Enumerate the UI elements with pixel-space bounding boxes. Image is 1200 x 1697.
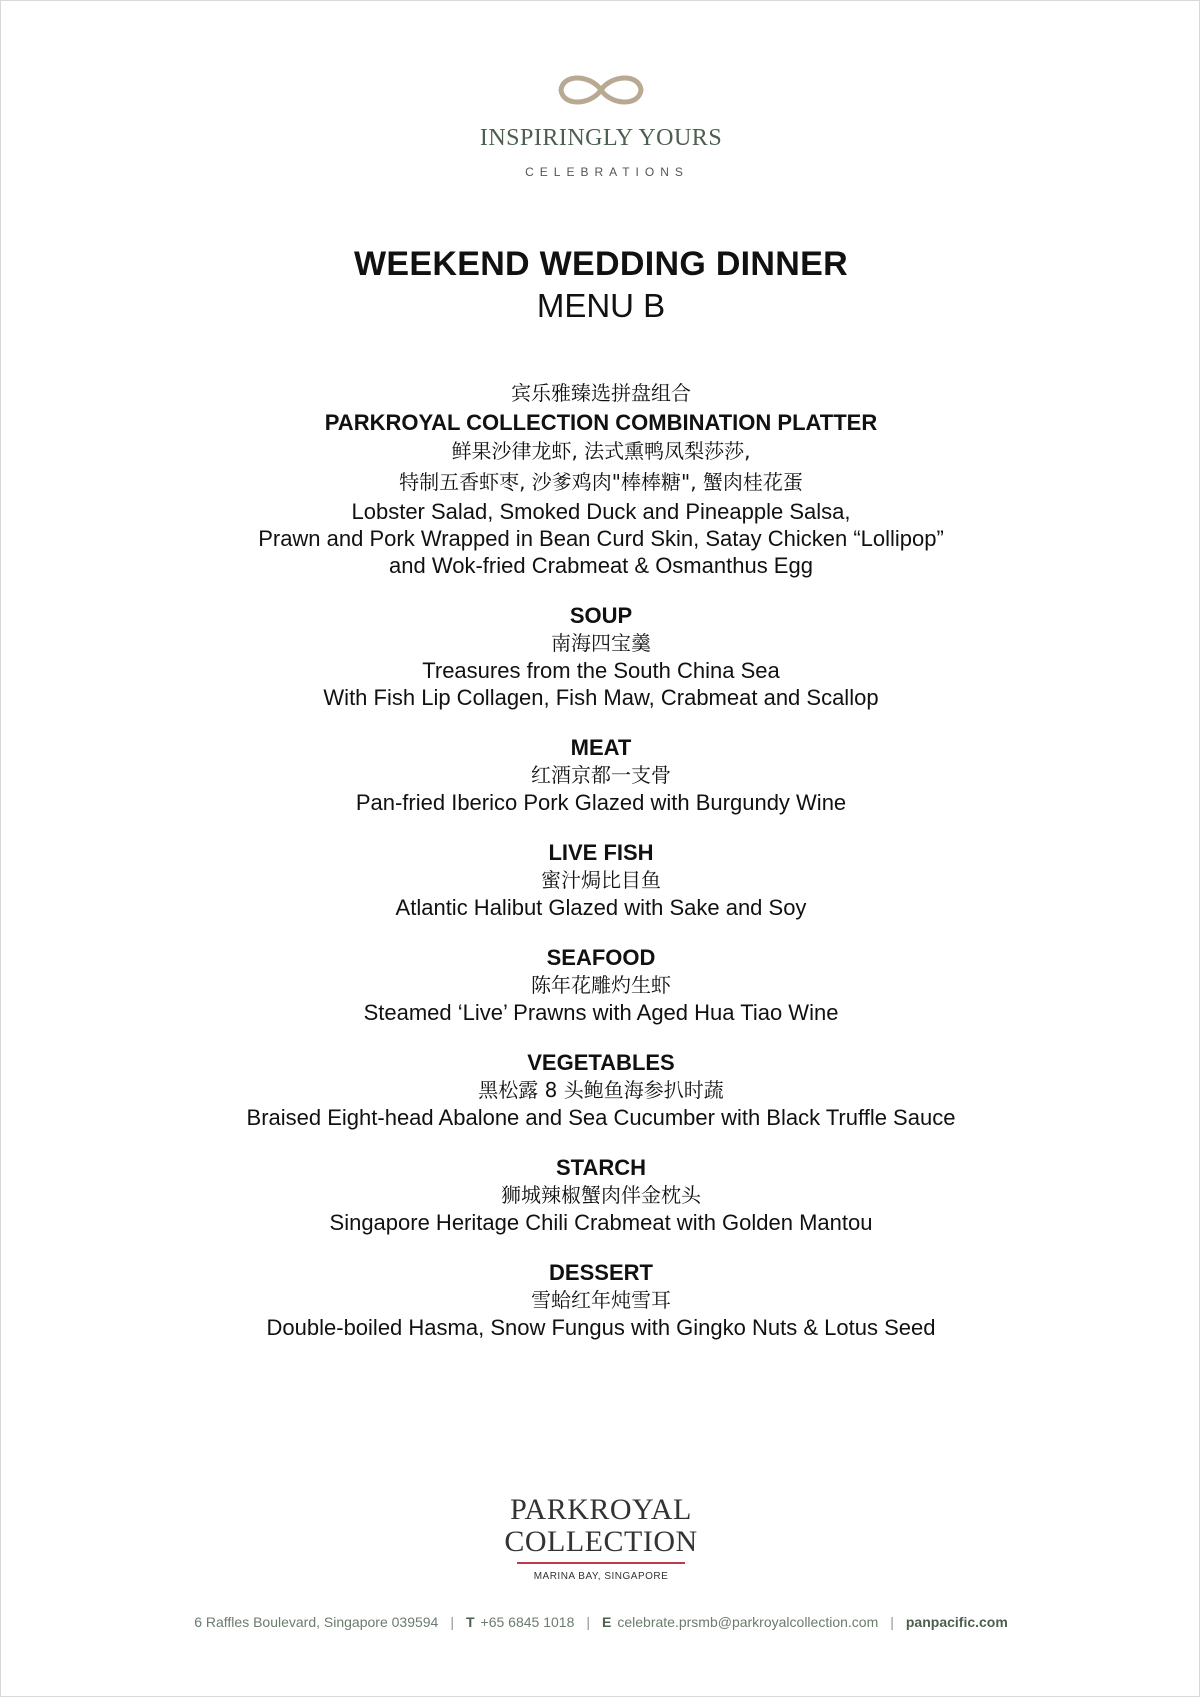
course-heading: LIVE FISH (548, 840, 654, 865)
address-text: 6 Raffles Boulevard, Singapore 039594 (194, 1614, 439, 1630)
course-chinese-line: 鲜果沙律龙虾, 法式熏鸭凤梨莎莎, (451, 439, 751, 463)
menu-title: WEEKEND WEDDING DINNER (354, 245, 848, 283)
course-seafood (1, 944, 1200, 1026)
course-starch (1, 1154, 1200, 1236)
footer-logo-rule (517, 1562, 685, 1564)
phone-link[interactable]: +65 6845 1018 (480, 1614, 575, 1630)
course-chinese-name: 宾乐雅臻选拼盘组合 (511, 381, 691, 405)
course-chinese-name: 黑松露 8 头鲍鱼海参扒时蔬 (478, 1078, 724, 1102)
course-vegetables (1, 1049, 1200, 1131)
email-label: E (602, 1614, 612, 1630)
footer-logo-line1: PARKROYAL (510, 1493, 692, 1526)
course-english-line: With Fish Lip Collagen, Fish Maw, Crabmeat and Scallop (323, 685, 879, 710)
course-live-fish (1, 839, 1200, 921)
brand-title: INSPIRINGLY YOURS (479, 125, 723, 151)
course-heading: SOUP (569, 603, 633, 628)
course-english-line: Lobster Salad, Smoked Duck and Pineapple Salsa, (351, 499, 851, 524)
infinity-logo-icon (553, 67, 649, 113)
course-soup (1, 602, 1200, 711)
course-english-line: Steamed ‘Live’ Prawns with Aged Hua Tiao Wine (363, 1000, 839, 1025)
course-english-line: Treasures from the South China Sea (422, 658, 780, 683)
course-english-line: Prawn and Pork Wrapped in Bean Curd Skin, Satay Chicken “Lollipop” (258, 526, 944, 551)
course-chinese-name: 南海四宝羹 (551, 631, 651, 655)
menu-list (1, 378, 1200, 1364)
brand-subtitle: CELEBRATIONS (525, 165, 689, 179)
course-english-line: and Wok-fried Crabmeat & Osmanthus Egg (389, 553, 813, 578)
course-chinese-name: 陈年花雕灼生虾 (531, 973, 671, 997)
separator: | (586, 1614, 591, 1630)
combination-platter-section (1, 378, 1200, 579)
phone-label: T (465, 1614, 475, 1630)
course-heading: STARCH (555, 1155, 647, 1180)
course-english-line: Atlantic Halibut Glazed with Sake and Soy (395, 895, 807, 920)
course-chinese-name: 狮城辣椒蟹肉伴金枕头 (501, 1183, 701, 1207)
footer-logo-line2: COLLECTION (504, 1525, 698, 1558)
course-english-line: Pan-fried Iberico Pork Glazed with Burgundy Wine (355, 790, 847, 815)
contact-bar (1, 1614, 1200, 1630)
course-heading: SEAFOOD (546, 945, 656, 970)
course-heading: PARKROYAL COLLECTION COMBINATION PLATTER (324, 410, 878, 435)
course-dessert (1, 1259, 1200, 1341)
course-english-line: Double-boiled Hasma, Snow Fungus with Gingko Nuts & Lotus Seed (266, 1315, 936, 1340)
email-link[interactable]: celebrate.prsmb@parkroyalcollection.com (617, 1614, 879, 1630)
course-english-line: Singapore Heritage Chili Crabmeat with Golden Mantou (329, 1210, 873, 1235)
course-heading: DESSERT (549, 1260, 653, 1285)
course-chinese-name: 雪蛤红年炖雪耳 (531, 1288, 671, 1312)
course-heading: MEAT (570, 735, 632, 760)
course-meat (1, 734, 1200, 816)
separator: | (890, 1614, 894, 1630)
course-heading: VEGETABLES (527, 1050, 675, 1075)
menu-subtitle: MENU B (536, 287, 666, 324)
course-chinese-name: 蜜汁焗比目鱼 (541, 868, 661, 892)
course-english-line: Braised Eight-head Abalone and Sea Cucumber with Black Truffle Sauce (246, 1105, 956, 1130)
separator: | (450, 1614, 454, 1630)
course-chinese-name: 红酒京都一支骨 (531, 763, 671, 787)
website-link[interactable]: panpacific.com (905, 1614, 1008, 1630)
course-chinese-line: 特制五香虾枣, 沙爹鸡肉"棒棒糖", 蟹肉桂花蛋 (399, 470, 803, 494)
footer-logo-location: MARINA BAY, SINGAPORE (533, 1571, 669, 1582)
